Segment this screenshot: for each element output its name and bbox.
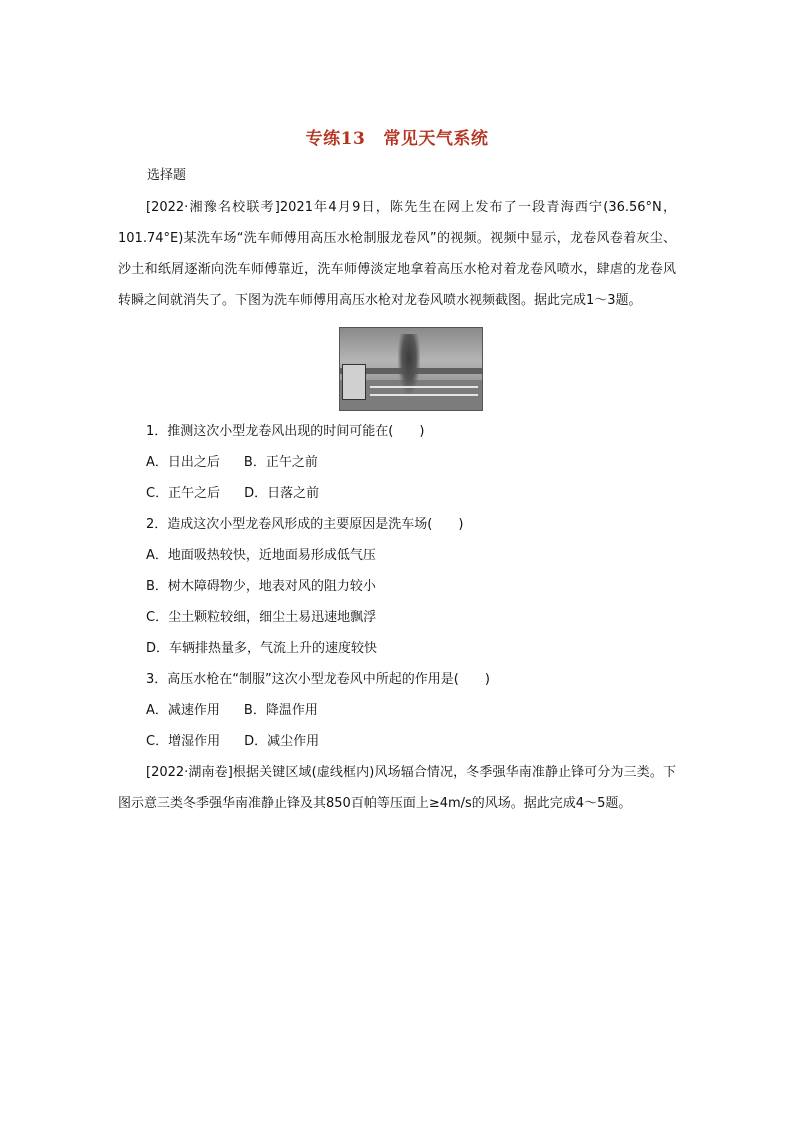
question-3-option-d: D．减尘作用	[244, 734, 320, 749]
question-3-stem: 3．高压水枪在“制服”这次小型龙卷风中所起的作用是( )	[146, 672, 490, 687]
question-2-option-b: B．树木障碍物少，地表对风的阻力较小	[146, 579, 376, 594]
section-heading: 选择题	[147, 168, 187, 183]
question-2-option-a: A．地面吸热较快，近地面易形成低气压	[146, 548, 376, 563]
question-2-option-c: C．尘土颗粒较细，细尘土易迅速地飘浮	[146, 610, 377, 625]
question-3-option-b: B．降温作用	[243, 703, 318, 718]
question-1-options-row-2	[118, 478, 676, 509]
tornado-icon	[398, 334, 420, 394]
figure-container	[118, 316, 676, 416]
question-3-options-row-2	[118, 726, 676, 757]
question-1-options-row-1	[118, 447, 676, 478]
passage-1: [2022·湘豫名校联考]2021年4月9日，陈先生在网上发布了一段青海西宁(36.56°N，101.74°E)某洗车场“洗车师傅用高压水枪制服龙卷风”的视频。视频中显示，龙卷风卷着灰尘、沙土和纸屑逐渐向洗车师傅靠近，洗车师傅淡定地拿着高压水枪对着龙卷风喷水，肆虐的龙卷风转瞬之间就消失了。下图为洗车师傅用高压水枪对龙卷风喷水视频截图。据此完成1～3题。	[118, 200, 676, 308]
page-title	[0, 124, 794, 149]
question-1-stem: 1．推测这次小型龙卷风出现的时间可能在( )	[146, 424, 425, 439]
question-2-option-d: D．车辆排热量多，气流上升的速度较快	[146, 641, 378, 656]
passage-2: [2022·湖南卷]根据关键区域(虚线框内)风场辐合情况，冬季强华南准静止锋可分为三类。下图示意三类冬季强华南准静止锋及其850百帕等压面上≥4m/s的风场。据此完成4～5题。	[118, 765, 676, 811]
question-2-stem: 2．造成这次小型龙卷风形成的主要原因是洗车场( )	[146, 517, 464, 532]
question-3-options-row-1	[118, 695, 676, 726]
title-prefix: 专练13	[305, 129, 366, 149]
truck-icon	[342, 364, 366, 400]
question-3-option-c: C．增湿作用	[146, 734, 221, 749]
question-3-option-a: A．减速作用	[146, 703, 220, 718]
title-main: 常见天气系统	[383, 129, 489, 149]
content-body	[118, 192, 676, 819]
question-1-option-b: B．正午之前	[243, 455, 318, 470]
question-1-option-d: D．日落之前	[244, 486, 320, 501]
question-1-option-a: A．日出之后	[146, 455, 220, 470]
tornado-photo	[339, 327, 483, 411]
question-1-option-c: C．正午之后	[146, 486, 221, 501]
